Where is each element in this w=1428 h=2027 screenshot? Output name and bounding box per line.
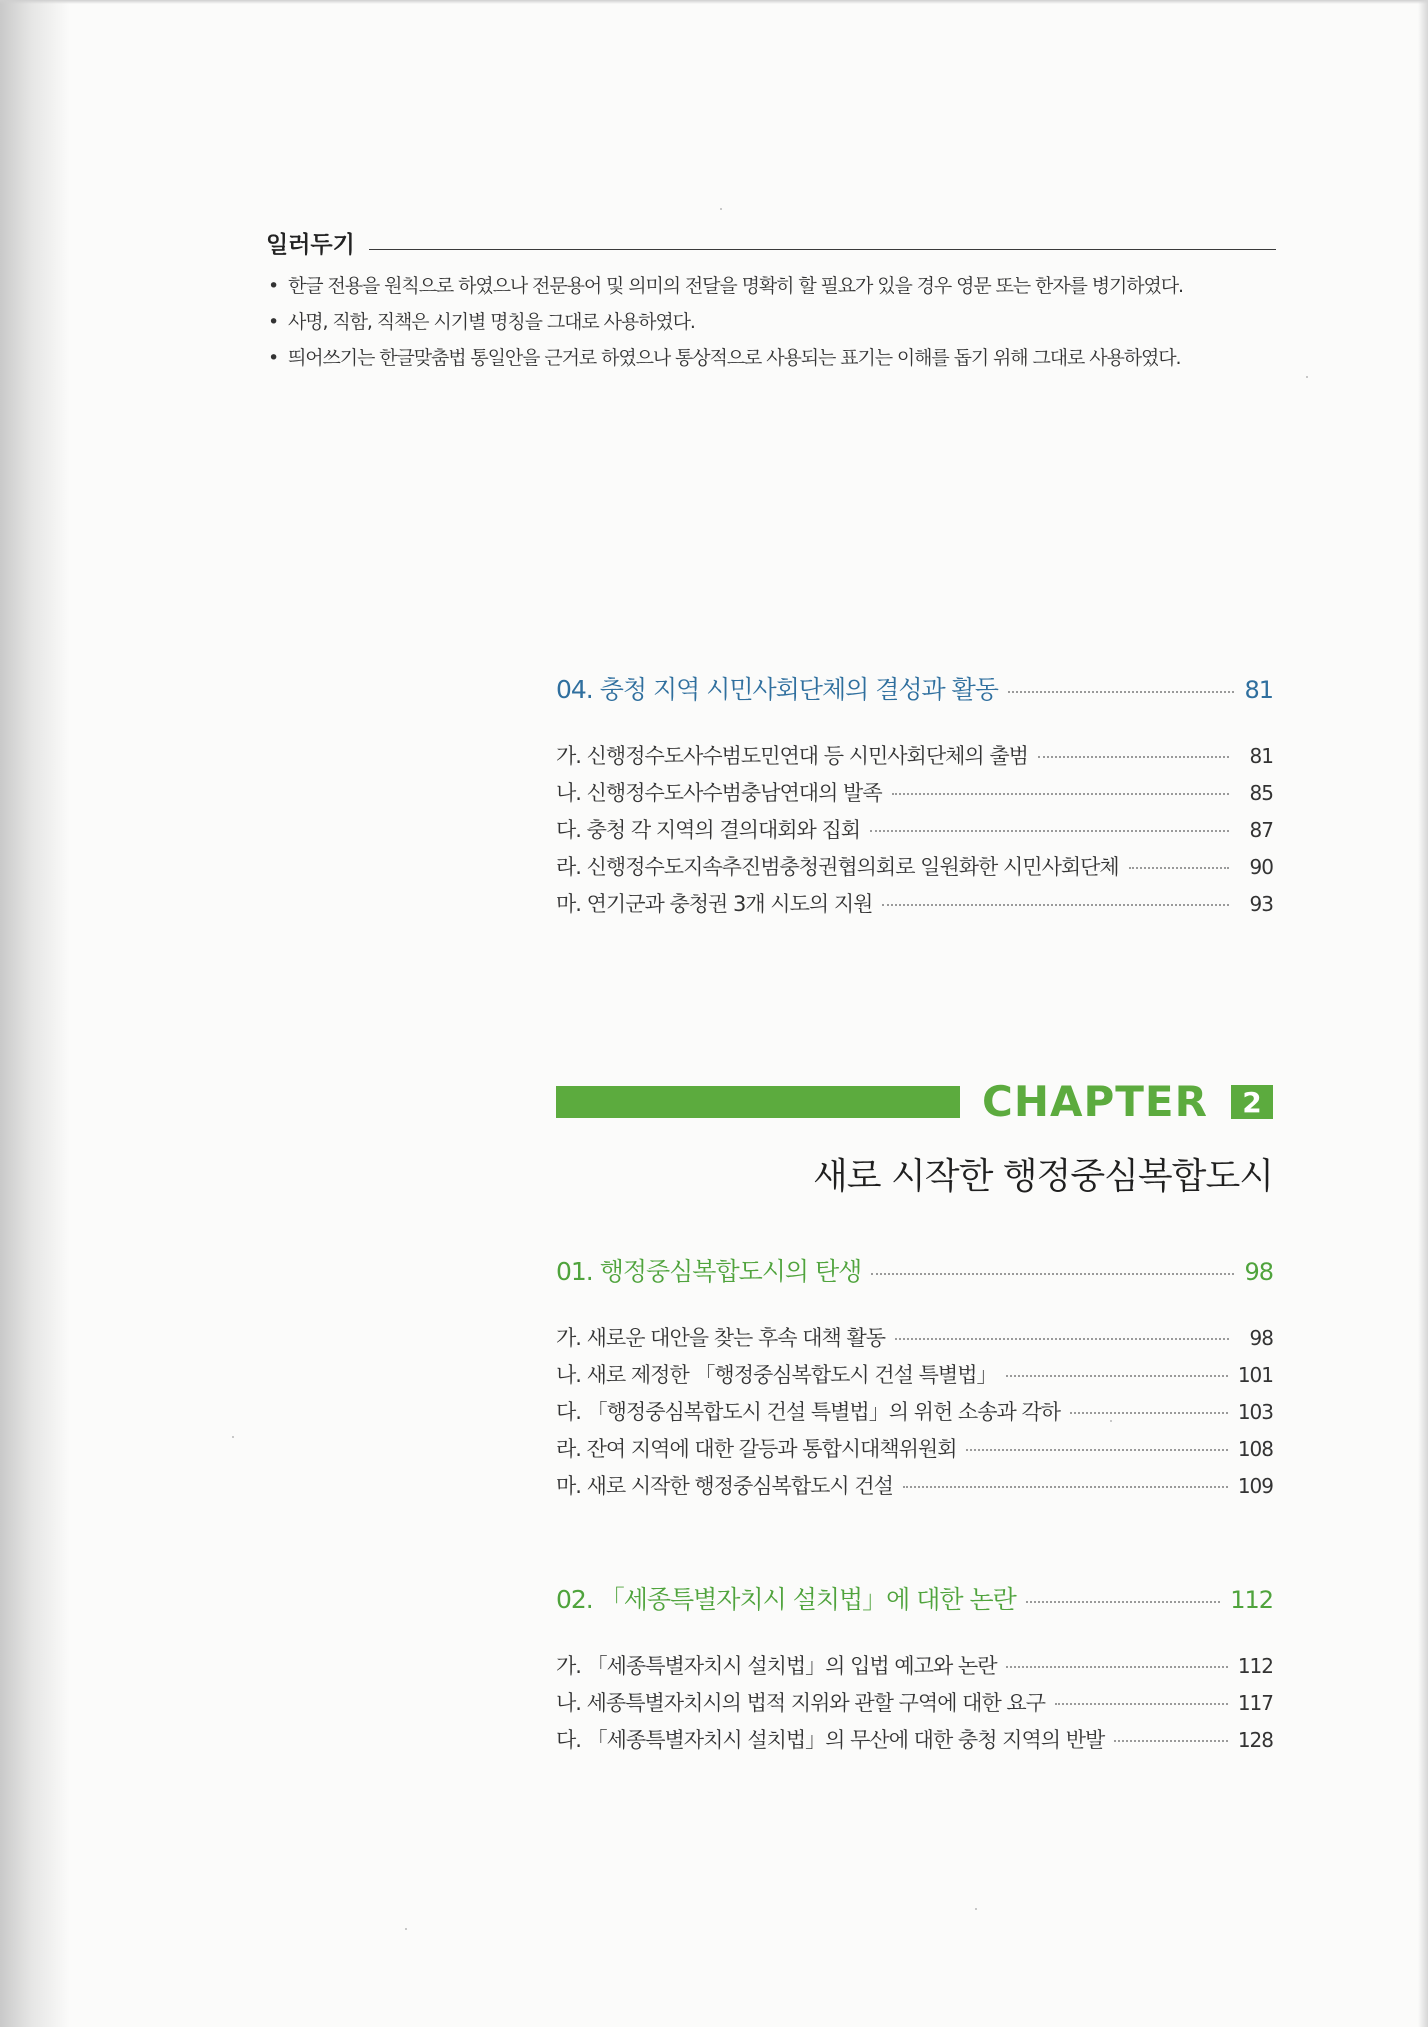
chapter-title: 새로 시작한 행정중심복합도시: [813, 1156, 1273, 1197]
toc-section-heading[interactable]: [556, 1252, 1273, 1292]
toc-item-page: 101: [1237, 1363, 1273, 1387]
toc-section-label: 02. 「세종특별자치시 설치법」에 대한 논란: [556, 1585, 1016, 1614]
toc-item[interactable]: [556, 1470, 1273, 1507]
toc-item[interactable]: [556, 777, 1273, 814]
toc-item-page: 81: [1249, 744, 1273, 768]
toc-item[interactable]: [556, 888, 1273, 925]
toc-item[interactable]: [556, 1724, 1273, 1761]
notes-divider: [369, 249, 1276, 250]
leader-dots: [895, 1338, 1229, 1340]
toc-item-page: 128: [1237, 1728, 1273, 1752]
toc-item-list: [556, 1650, 1273, 1761]
page-top-edge: [0, 0, 1428, 4]
toc-item-list: [556, 740, 1273, 925]
chapter-banner: [556, 1077, 1273, 1126]
binding-shadow: [0, 0, 70, 2027]
toc-item-page: 93: [1249, 892, 1273, 916]
leader-dots: [1114, 1740, 1228, 1742]
toc-item-label: 가. 「세종특별자치시 설치법」의 입법 예고와 논란: [556, 1654, 997, 1678]
scan-speck: [1306, 376, 1308, 378]
note-item: [266, 304, 1276, 340]
scan-speck: [405, 1928, 407, 1930]
toc-item[interactable]: [556, 1433, 1273, 1470]
toc-item-label: 라. 신행정수도지속추진범충청권협의회로 일원화한 시민사회단체: [556, 855, 1119, 879]
leader-dots: [882, 904, 1229, 906]
toc-item-list: [556, 1322, 1273, 1507]
toc-section-02: [556, 1580, 1273, 1761]
toc-item-label: 나. 새로 제정한 「행정중심복합도시 건설 특별법」: [556, 1363, 997, 1387]
leader-dots: [871, 1273, 1234, 1275]
page-right-edge: [1418, 0, 1428, 2027]
bullet-icon: •: [268, 347, 279, 369]
toc-item-label: 마. 연기군과 충청권 3개 시도의 지원: [556, 892, 873, 916]
note-item: [266, 268, 1276, 304]
leader-dots: [1129, 867, 1229, 869]
toc-item-label: 가. 새로운 대안을 찾는 후속 대책 활동: [556, 1326, 886, 1350]
toc-item[interactable]: [556, 740, 1273, 777]
toc-section-page: 112: [1230, 1586, 1273, 1614]
toc-item-label: 다. 「세종특별자치시 설치법」의 무산에 대한 충청 지역의 반발: [556, 1728, 1105, 1752]
note-text: 사명, 직함, 직책은 시기별 명칭을 그대로 사용하였다.: [288, 311, 695, 333]
toc-item-page: 98: [1249, 1326, 1273, 1350]
scan-speck: [232, 1436, 234, 1438]
chapter-number-badge: 2: [1231, 1085, 1273, 1119]
leader-dots: [1006, 1375, 1227, 1377]
leader-dots: [892, 793, 1229, 795]
leader-dots: [1026, 1601, 1220, 1603]
leader-dots: [966, 1449, 1227, 1451]
toc-item[interactable]: [556, 1396, 1273, 1433]
leader-dots: [870, 830, 1229, 832]
scan-speck: [720, 208, 722, 210]
leader-dots: [1070, 1412, 1228, 1414]
toc-section-page: 81: [1244, 676, 1273, 704]
leader-dots: [1038, 756, 1229, 758]
toc-section-heading[interactable]: [556, 1580, 1273, 1620]
toc-item[interactable]: [556, 1650, 1273, 1687]
toc-section-01: [556, 1252, 1273, 1507]
toc-section-page: 98: [1244, 1258, 1273, 1286]
notes-header: [266, 224, 1276, 260]
toc-item-page: 109: [1237, 1474, 1273, 1498]
toc-item-page: 85: [1249, 781, 1273, 805]
toc-item-page: 103: [1237, 1400, 1273, 1424]
leader-dots: [1006, 1666, 1227, 1668]
toc-item-page: 117: [1237, 1691, 1273, 1715]
toc-item[interactable]: [556, 814, 1273, 851]
toc-item-label: 다. 「행정중심복합도시 건설 특별법」의 위헌 소송과 각하: [556, 1400, 1061, 1424]
note-text: 띄어쓰기는 한글맞춤법 통일안을 근거로 하였으나 통상적으로 사용되는 표기는 이해를 돕기 위해 그대로 사용하였다.: [288, 347, 1181, 369]
leader-dots: [1008, 691, 1235, 693]
toc-item-label: 나. 신행정수도사수범충남연대의 발족: [556, 781, 882, 805]
toc-item-label: 가. 신행정수도사수범도민연대 등 시민사회단체의 출범: [556, 744, 1028, 768]
chapter-color-bar: [556, 1086, 960, 1118]
notes-list: [266, 268, 1276, 376]
toc-item[interactable]: [556, 1322, 1273, 1359]
toc-section-04: [556, 670, 1273, 925]
notes-section: [266, 224, 1276, 376]
toc-item-page: 87: [1249, 818, 1273, 842]
toc-item-label: 다. 충청 각 지역의 결의대회와 집회: [556, 818, 861, 842]
toc-item[interactable]: [556, 851, 1273, 888]
bullet-icon: •: [268, 311, 279, 333]
toc-item[interactable]: [556, 1359, 1273, 1396]
toc-item-page: 108: [1237, 1437, 1273, 1461]
toc-section-label: 04. 충청 지역 시민사회단체의 결성과 활동: [556, 675, 998, 704]
toc-item-label: 나. 세종특별자치시의 법적 지위와 관할 구역에 대한 요구: [556, 1691, 1045, 1715]
leader-dots: [903, 1486, 1228, 1488]
toc-section-heading[interactable]: [556, 670, 1273, 710]
bullet-icon: •: [268, 275, 279, 297]
note-text: 한글 전용을 원칙으로 하였으나 전문용어 및 의미의 전달을 명확히 할 필요가 있을 경우 영문 또는 한자를 병기하였다.: [288, 275, 1183, 297]
note-item: [266, 340, 1276, 376]
chapter-label: CHAPTER: [982, 1077, 1208, 1126]
scan-speck: [1110, 1420, 1112, 1422]
toc-item-label: 마. 새로 시작한 행정중심복합도시 건설: [556, 1474, 893, 1498]
scan-speck: [975, 1908, 977, 1910]
leader-dots: [1055, 1703, 1228, 1705]
toc-item-page: 90: [1249, 855, 1273, 879]
toc-item[interactable]: [556, 1687, 1273, 1724]
notes-title: 일러두기: [266, 231, 355, 258]
toc-item-page: 112: [1237, 1654, 1273, 1678]
toc-section-label: 01. 행정중심복합도시의 탄생: [556, 1257, 862, 1286]
toc-item-label: 라. 잔여 지역에 대한 갈등과 통합시대책위원회: [556, 1437, 957, 1461]
